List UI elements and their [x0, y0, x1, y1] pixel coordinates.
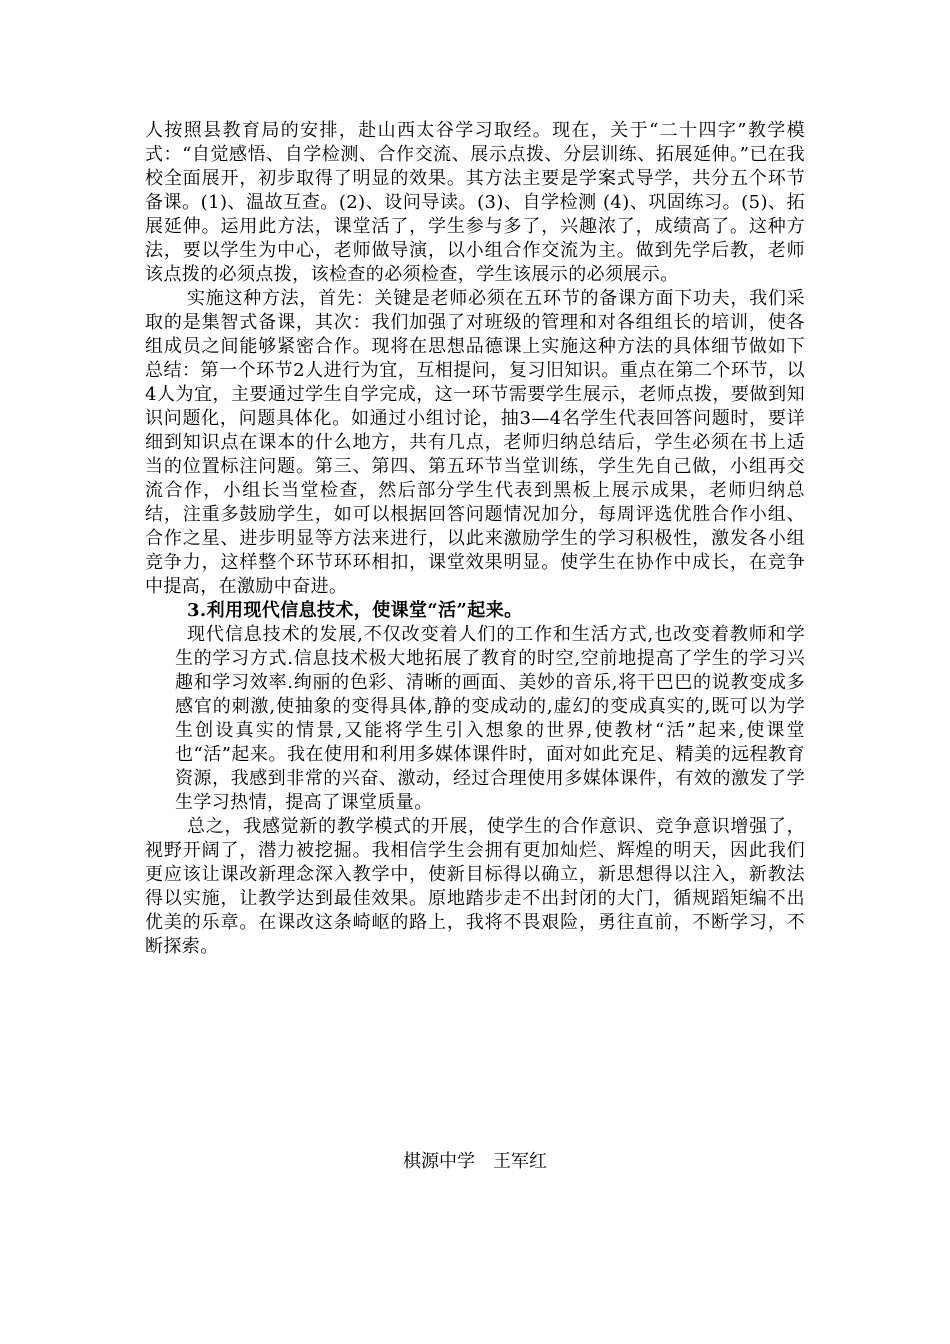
paragraph-conclusion: 总之，我感觉新的教学模式的开展，使学生的合作意识、竞争意识增强了，视野开阔了，潜力被挖掘。我相信学生会拥有更加灿烂、辉煌的明天，因此我们更应该让课改新理念深入教学中，使新目标得以确立，新思想得以注入，新教法得以实施，让教学达到最佳效果。原地踏步走不出封闭的大门，循规蹈矩编不出优美的乐章。在课改这条崎岖的路上，我将不畏艰险，勇往直前，不断学习，不断探索。 [145, 816, 805, 957]
document-body [145, 119, 805, 959]
paragraph-intro: 人按照县教育局的安排，赴山西太谷学习取经。现在，关于“二十四字”教学模式：“自觉感悟、自学检测、合作交流、展示点拨、分层训练、拓展延伸。”已在我校全面展开，初步取得了明显的效果。其方法主要是学案式导学，共分五个环节备课。(1)、温故互查。(2)、设问导读。(3)、自学检测 (4)、巩固练习。(5)、拓展延伸。运用此方法，课堂活了，学生参与多了，兴趣浓了，成绩高了。这种方法，要以学生为中心，老师做导演，以小组合作交流为主。做到先学后教，老师该点拨的必须点拨，该检查的必须检查，学生该展示的必须展示。 [145, 120, 805, 285]
paragraph-method-details: 实施这种方法，首先：关键是老师必须在五环节的备课方面下功夫，我们采取的是集智式备课，其次：我们加强了对班级的管理和对各组组长的培训，使各组成员之间能够紧密合作。现将在思想品德课上实施这种方法的具体细节做如下总结：第一个环节2人进行为宜，互相提问，复习旧知识。重点在第二个环节，以4人为宜，主要通过学生自学完成，这一环节需要学生展示，老师点拨，要做到知识问题化，问题具体化。如通过小组讨论，抽3—4名学生代表回答问题时，要详细到知识点在课本的什么地方，共有几点，老师归纳总结后，学生必须在书上适当的位置标注问题。第三、第四、第五环节当堂训练，学生先自己做，小组再交流合作，小组长当堂检查，然后部分学生代表到黑板上展示成果，老师归纳总结，注重多鼓励学生，如可以根据回答问题情况加分，每周评选优胜合作小组、合作之星、进步明显等方法来进行，以此来激励学生的学习积极性，激发各小组竞争力，这样整个环节环环相扣，课堂效果明显。使学生在协作中成长，在竞争中提高，在激励中奋进。 [145, 288, 805, 597]
author-signature: 棋源中学 王军红 [403, 1151, 547, 1172]
paragraph-info-tech: 现代信息技术的发展,不仅改变着人们的工作和生活方式,也改变着教师和学生的学习方式.信息技术极大地拓展了教育的时空,空前地提高了学生的学习兴趣和学习效率.绚丽的色彩、清晰的画面、美妙的音乐,将干巴巴的说教变成多感官的刺激,使抽象的变得具体,静的变成动的,虚幻的变成真实的,既可以为学生创设真实的情景,又能将学生引入想象的世界,使教材“活”起来,使课堂也“活”起来。我在使用和利用多媒体课件时，面对如此充足、精美的远程教育资源，我感到非常的兴奋、激动，经过合理使用多媒体课件，有效的激发了学生学习热情，提高了课堂质量。 [175, 624, 805, 813]
section-heading-3: 3.利用现代信息技术，使课堂“活”起来。 [187, 600, 523, 621]
